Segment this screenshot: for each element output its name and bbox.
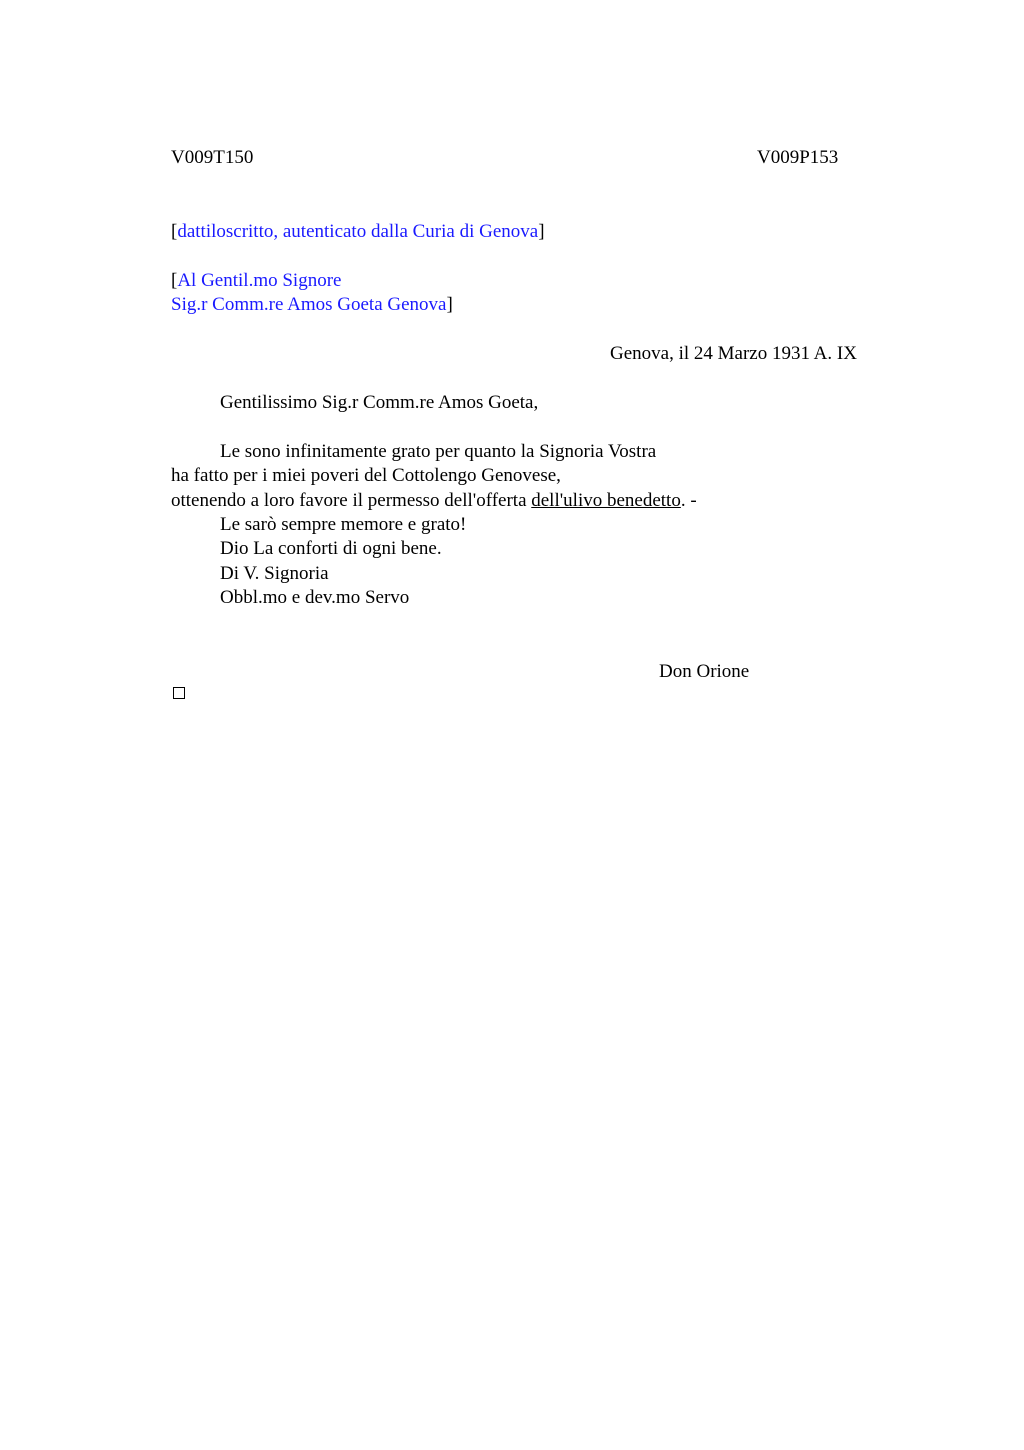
addressee-line-2-text: Sig.r Comm.re Amos Goeta Genova [171, 294, 447, 315]
closing-line-4: Obbl.mo e dev.mo Servo [220, 587, 410, 608]
body-line-1: Le sono infinitamente grato per quanto la Signoria Vostra [220, 441, 657, 462]
end-marker-box-icon [173, 687, 185, 699]
closing-line-3: Di V. Signoria [220, 563, 329, 584]
header-left-code: V009T150 [171, 147, 254, 168]
signature: Don Orione [659, 661, 750, 682]
bracket-close: ] [538, 221, 545, 242]
underlined-phrase: dell'ulivo benedetto [531, 490, 681, 511]
addressee-line-1-text: Al Gentil.mo Signore [177, 270, 342, 291]
editorial-note-text: dattiloscritto, autenticato dalla Curia di Genova [177, 221, 539, 242]
body-line-3-post: . - [680, 490, 697, 511]
body-line-2: ha fatto per i miei poveri del Cottolengo Genovese, [171, 465, 561, 486]
closing-line-1: Le sarò sempre memore e grato! [220, 514, 467, 535]
salutation: Gentilissimo Sig.r Comm.re Amos Goeta, [220, 392, 539, 413]
header-right-code: V009P153 [757, 147, 839, 168]
date-line: Genova, il 24 Marzo 1931 A. IX [610, 343, 857, 364]
editorial-note [171, 220, 545, 244]
bracket-open: [ [171, 270, 178, 291]
body-line-3 [171, 489, 697, 513]
bracket-close: ] [446, 294, 453, 315]
bracket-open: [ [171, 221, 178, 242]
addressee-line-2 [171, 293, 453, 317]
addressee-line-1 [171, 269, 341, 293]
closing-line-2: Dio La conforti di ogni bene. [220, 538, 442, 559]
body-line-3-pre: ottenendo a loro favore il permesso dell'offerta [171, 490, 532, 511]
